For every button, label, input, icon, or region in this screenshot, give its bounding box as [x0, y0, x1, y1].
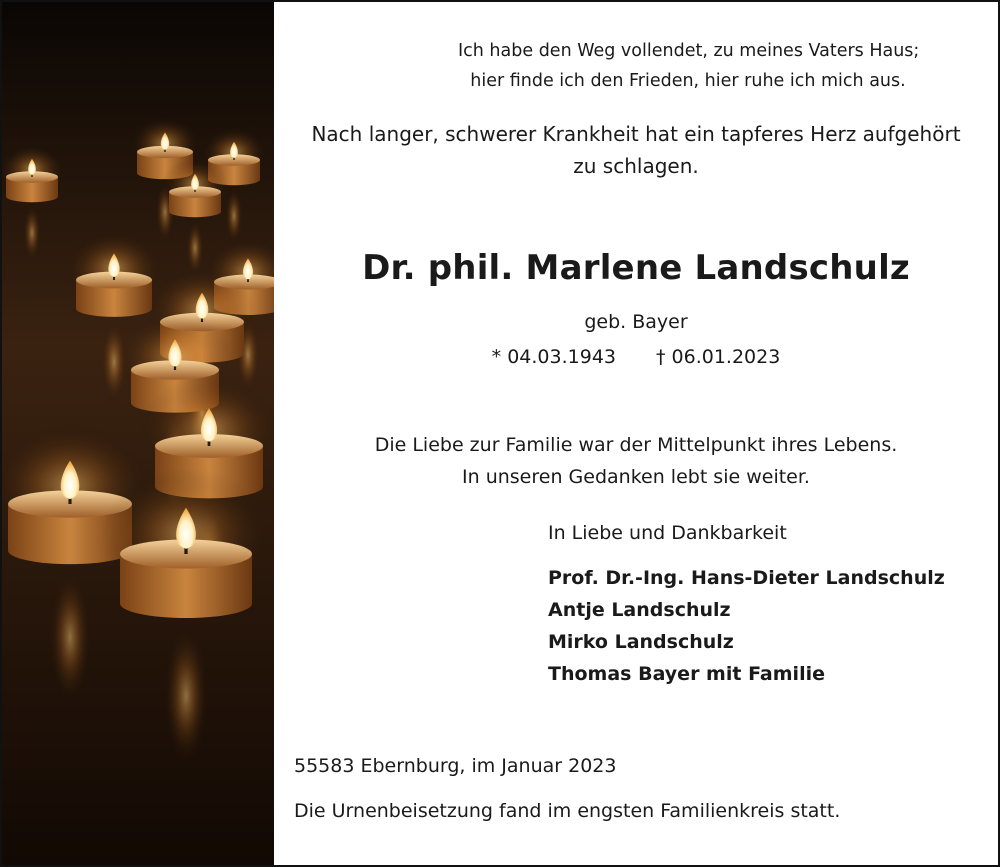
- motto-line-2: hier finde ich den Frieden, hier ruhe ich mich aus.: [470, 71, 906, 91]
- intro-line-1: Nach langer, schwerer Krankheit hat ein tapferes Herz aufgehört: [311, 122, 961, 146]
- intro-line-2: zu schlagen.: [573, 154, 699, 178]
- intro-text: [274, 118, 998, 182]
- birth-date: * 04.03.1943: [491, 346, 616, 368]
- signoff-intro: In Liebe und Dankbarkeit: [548, 522, 787, 544]
- candles-photo: [2, 2, 274, 865]
- notice-text: [274, 2, 998, 865]
- tribute-line-1: Die Liebe zur Familie war der Mittelpunkt ihres Lebens.: [374, 434, 898, 456]
- motto-verse: [458, 36, 918, 96]
- death-date: † 06.01.2023: [656, 346, 781, 368]
- mourner-name: Thomas Bayer mit Familie: [548, 663, 825, 685]
- mourner-name: Antje Landschulz: [548, 599, 731, 621]
- maiden-name: geb. Bayer: [584, 311, 688, 333]
- mourner-name: Prof. Dr.-Ing. Hans-Dieter Landschulz: [548, 567, 945, 589]
- tealight-candles-image: [2, 2, 274, 865]
- tribute-line-2: In unseren Gedanken lebt sie weiter.: [462, 466, 810, 488]
- place-and-date: 55583 Ebernburg, im Januar 2023: [294, 755, 617, 777]
- burial-notice: Die Urnenbeisetzung fand im engsten Familienkreis statt.: [294, 800, 841, 822]
- motto-line-1: Ich habe den Weg vollendet, zu meines Vaters Haus;: [458, 41, 920, 61]
- mourners-list: [548, 562, 945, 690]
- deceased-name: Dr. phil. Marlene Landschulz: [362, 248, 910, 288]
- mourner-name: Mirko Landschulz: [548, 631, 734, 653]
- tribute-text: [274, 429, 998, 493]
- life-dates: [274, 346, 998, 368]
